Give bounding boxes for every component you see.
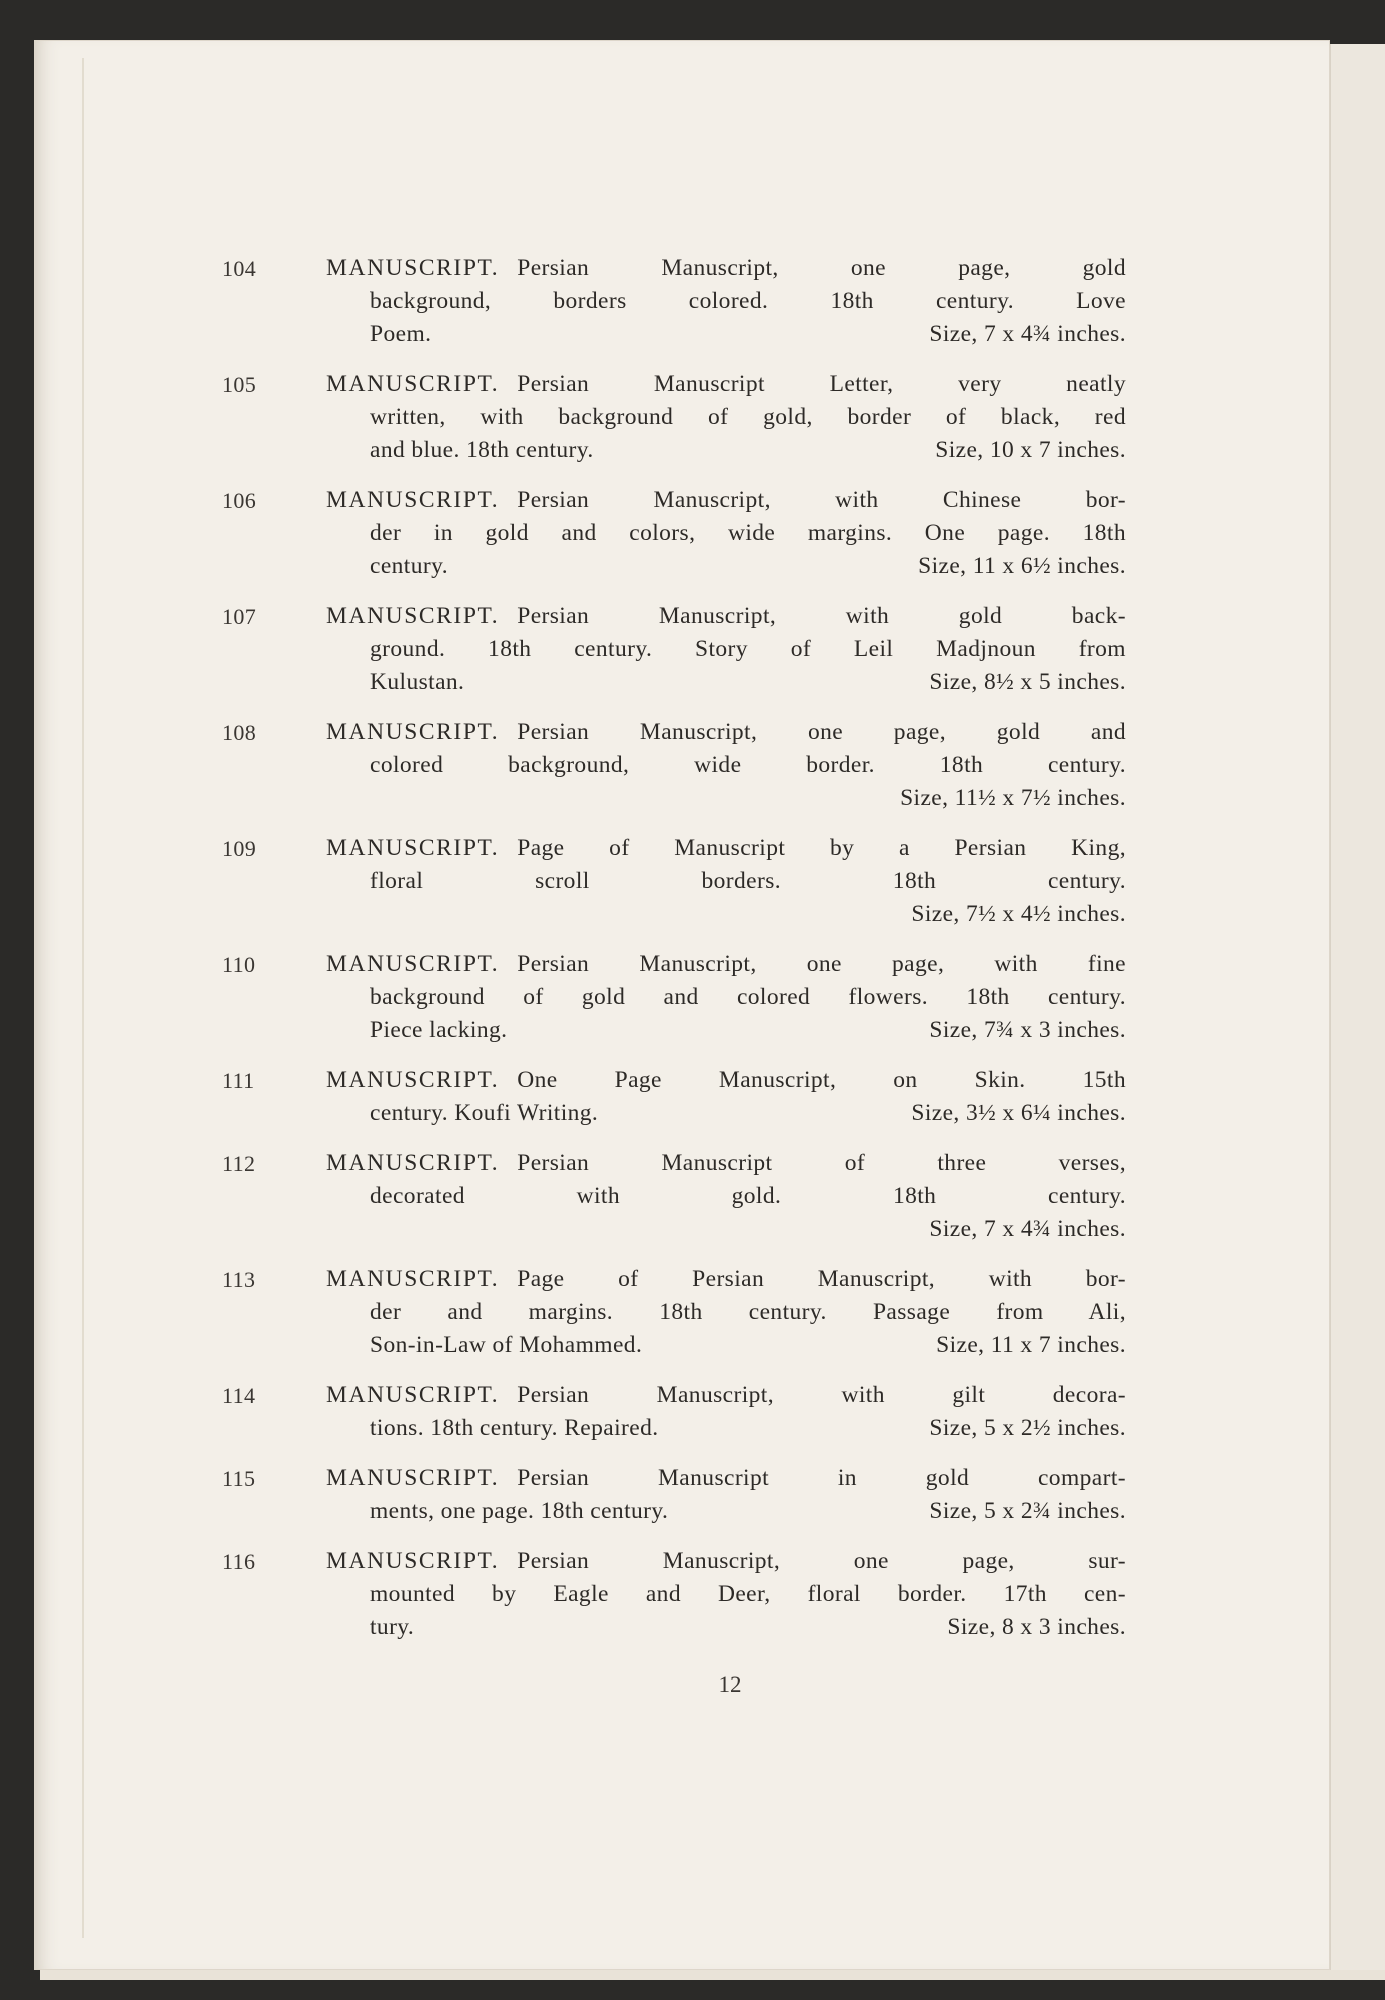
entry-keyword: MANUSCRIPT. <box>326 1150 500 1176</box>
entry-continuation-line: floral scroll borders. 18th century. <box>370 868 1126 894</box>
page-number: 12 <box>718 1672 742 1697</box>
facing-page-edge <box>1330 44 1385 1970</box>
entry-last-line-text: Piece lacking. <box>370 1017 508 1043</box>
entry-first-line-text: Persian Manuscript, with gilt decora- <box>517 1382 1126 1408</box>
entry-keyword: MANUSCRIPT. <box>326 1465 500 1491</box>
entry-last-line <box>326 1213 1126 1246</box>
entry-last-line <box>326 1014 1126 1047</box>
entry-last-line-text: ments, one page. 18th century. <box>370 1498 669 1524</box>
entry-last-line-text: century. Koufi Writing. <box>370 1100 599 1126</box>
entry-last-line-text: Kulustan. <box>370 669 465 695</box>
entry-continuation-line: background, borders colored. 18th century. Love <box>370 288 1126 314</box>
entry-last-line <box>326 1611 1126 1644</box>
entry-continuation-line: colored background, wide border. 18th century. <box>370 752 1126 778</box>
entry-first-line <box>326 1147 1126 1180</box>
entry-continuation-line: der and margins. 18th century. Passage from Ali, <box>370 1299 1126 1325</box>
lot-list <box>222 252 1126 1644</box>
entry-first-line-text: Persian Manuscript in gold compart- <box>517 1465 1126 1491</box>
entry-size: Size, 7 x 4¾ inches. <box>929 1216 1126 1242</box>
entry-keyword: MANUSCRIPT. <box>326 603 500 629</box>
entry-size: Size, 5 x 2¾ inches. <box>929 1498 1126 1524</box>
catalog-entry <box>222 832 1126 931</box>
catalog-entry <box>222 1545 1126 1644</box>
lot-number: 113 <box>222 1267 256 1292</box>
entry-last-line <box>326 898 1126 931</box>
entry-first-line <box>326 1462 1126 1495</box>
entry-size: Size, 5 x 2½ inches. <box>929 1415 1126 1441</box>
entry-last-line <box>326 1329 1126 1362</box>
entry-keyword: MANUSCRIPT. <box>326 1266 500 1292</box>
entry-size: Size, 10 x 7 inches. <box>935 437 1126 463</box>
entry-keyword: MANUSCRIPT. <box>326 1067 500 1093</box>
entry-last-line-text: tury. <box>370 1614 415 1640</box>
entry-continuation-line: background of gold and colored flowers. 18th century. <box>370 984 1126 1010</box>
catalog-entry <box>222 600 1126 699</box>
entry-size: Size, 7 x 4¾ inches. <box>929 321 1126 347</box>
entry-first-line-text: Page of Persian Manuscript, with bor- <box>517 1266 1126 1292</box>
catalog-entry <box>222 252 1126 351</box>
entry-size: Size, 3½ x 6¼ inches. <box>911 1100 1126 1126</box>
entry-keyword: MANUSCRIPT. <box>326 835 500 861</box>
lot-number: 106 <box>222 488 257 513</box>
lot-number: 109 <box>222 836 257 861</box>
entry-size: Size, 11 x 6½ inches. <box>918 553 1126 579</box>
catalog-entry <box>222 1379 1126 1445</box>
lot-number: 111 <box>222 1068 255 1093</box>
lot-number: 104 <box>222 256 257 281</box>
entry-last-line <box>326 1495 1126 1528</box>
lot-number: 112 <box>222 1151 256 1176</box>
entry-continuation-line: decorated with gold. 18th century. <box>370 1183 1126 1209</box>
entry-continuation-line: mounted by Eagle and Deer, floral border. 17th cen- <box>370 1581 1126 1607</box>
lot-number: 110 <box>222 952 256 977</box>
entry-size: Size, 11 x 7 inches. <box>936 1332 1126 1358</box>
entry-keyword: MANUSCRIPT. <box>326 1382 500 1408</box>
entry-first-line-text: Persian Manuscript, one page, sur- <box>517 1548 1126 1574</box>
entry-continuation-line: ground. 18th century. Story of Leil Madjnoun from <box>370 636 1126 662</box>
entry-keyword: MANUSCRIPT. <box>326 255 500 281</box>
entry-first-line <box>326 1379 1126 1412</box>
entry-continuation-line: der in gold and colors, wide margins. One page. 18th <box>370 520 1126 546</box>
entry-last-line <box>326 666 1126 699</box>
entry-first-line <box>326 716 1126 749</box>
entry-first-line <box>326 948 1126 981</box>
entry-first-line <box>326 252 1126 285</box>
entry-size: Size, 11½ x 7½ inches. <box>900 785 1126 811</box>
entry-first-line-text: Persian Manuscript, one page, gold <box>517 255 1126 281</box>
lot-number: 116 <box>222 1549 256 1574</box>
entry-first-line-text: Page of Manuscript by a Persian King, <box>517 835 1126 861</box>
entry-last-line-text: century. <box>370 553 449 579</box>
catalog-entry <box>222 1147 1126 1246</box>
catalog-entry <box>222 948 1126 1047</box>
entry-first-line <box>326 1545 1126 1578</box>
entry-size: Size, 7¾ x 3 inches. <box>929 1017 1126 1043</box>
entry-keyword: MANUSCRIPT. <box>326 371 500 397</box>
entry-keyword: MANUSCRIPT. <box>326 1548 500 1574</box>
entry-last-line <box>326 318 1126 351</box>
entry-last-line <box>326 1097 1126 1130</box>
entry-keyword: MANUSCRIPT. <box>326 487 500 513</box>
entry-first-line <box>326 368 1126 401</box>
entry-first-line-text: Persian Manuscript, one page, with fine <box>517 951 1126 977</box>
catalog-entry <box>222 1064 1126 1130</box>
lot-number: 105 <box>222 372 257 397</box>
entry-first-line-text: Persian Manuscript of three verses, <box>517 1150 1126 1176</box>
lot-number: 107 <box>222 604 257 629</box>
entry-first-line <box>326 600 1126 633</box>
entry-last-line <box>326 434 1126 467</box>
entry-first-line-text: One Page Manuscript, on Skin. 15th <box>517 1067 1126 1093</box>
catalog-entry <box>222 484 1126 583</box>
catalog-entry <box>222 1462 1126 1528</box>
entry-last-line <box>326 1412 1126 1445</box>
entry-first-line-text: Persian Manuscript, with gold back- <box>517 603 1126 629</box>
entry-first-line <box>326 484 1126 517</box>
entry-first-line <box>326 832 1126 865</box>
entry-size: Size, 8 x 3 inches. <box>947 1614 1126 1640</box>
entry-last-line-text: and blue. 18th century. <box>370 437 594 463</box>
catalog-entry <box>222 716 1126 815</box>
entry-size: Size, 7½ x 4½ inches. <box>911 901 1126 927</box>
entry-last-line <box>326 782 1126 815</box>
lot-number: 115 <box>222 1466 256 1491</box>
lot-number: 108 <box>222 720 257 745</box>
entry-continuation-line: written, with background of gold, border of black, red <box>370 404 1126 430</box>
entry-keyword: MANUSCRIPT. <box>326 951 500 977</box>
entry-last-line-text: tions. 18th century. Repaired. <box>370 1415 659 1441</box>
lot-number: 114 <box>222 1383 256 1408</box>
entry-first-line-text: Persian Manuscript, with Chinese bor- <box>517 487 1126 513</box>
catalog-entry <box>222 368 1126 467</box>
catalog-entry <box>222 1263 1126 1362</box>
entry-first-line-text: Persian Manuscript, one page, gold and <box>517 719 1126 745</box>
entry-size: Size, 8½ x 5 inches. <box>929 669 1126 695</box>
entry-first-line <box>326 1263 1126 1296</box>
entry-first-line-text: Persian Manuscript Letter, very neatly <box>517 371 1126 397</box>
entry-first-line <box>326 1064 1126 1097</box>
entry-last-line <box>326 550 1126 583</box>
entry-keyword: MANUSCRIPT. <box>326 719 500 745</box>
entry-last-line-text: Son-in-Law of Mohammed. <box>370 1332 643 1358</box>
binding-fold-line <box>82 58 84 1938</box>
entry-last-line-text: Poem. <box>370 321 432 347</box>
